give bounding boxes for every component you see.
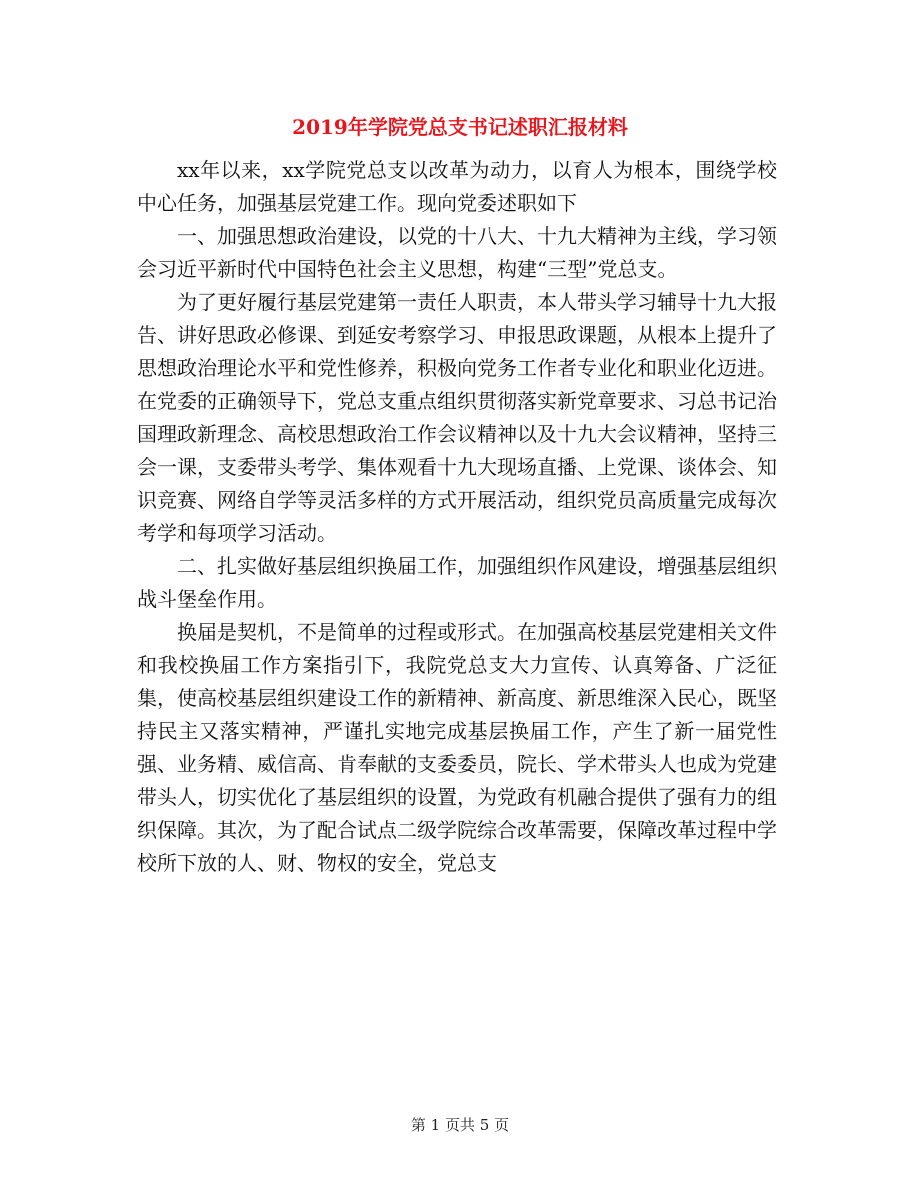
- paragraph-section-1-heading: 一、加强思想政治建设，以党的十八大、十九大精神为主线，学习领会习近平新时代中国特色社会主义思想，构建“三型”党总支。: [137, 224, 777, 281]
- paragraph-intro: xx年以来，xx学院党总支以改革为动力，以育人为根本，围绕学校中心任务，加强基层党建工作。现向党委述职如下: [137, 158, 777, 215]
- document-body: [137, 154, 777, 880]
- document-title: 2019年学院党总支书记述职汇报材料: [292, 115, 628, 139]
- page-footer: 第 1 页共 5 页: [410, 1116, 510, 1134]
- paragraph-section-1-body: 为了更好履行基层党建第一责任人职责，本人带头学习辅导十九大报告、讲好思政必修课、到延安考察学习、申报思政课题，从根本上提升了思想政治理论水平和党性修养，积极向党务工作者专业化和职业化迈进。在党委的正确领导下，党总支重点组织贯彻落实新党章要求、习总书记治国理政新理念、高校思想政治工作会议精神以及十九大会议精神，坚持三会一课，支委带头考学、集体观看十九大现场直播、上党课、谈体会、知识竞赛、网络自学等灵活多样的方式开展活动，组织党员高质量完成每次考学和每项学习活动。: [137, 290, 777, 545]
- paragraph-section-2-heading: 二、扎实做好基层组织换届工作，加强组织作风建设，增强基层组织战斗堡垒作用。: [137, 554, 777, 611]
- paragraph-section-2-body: 换届是契机，不是简单的过程或形式。在加强高校基层党建相关文件和我校换届工作方案指引下，我院党总支大力宣传、认真筹备、广泛征集，使高校基层组织建设工作的新精神、新高度、新思维深入民心，既坚持民主又落实精神，严谨扎实地完成基层换届工作，产生了新一届党性强、业务精、威信高、肯奉献的支委委员，院长、学术带头人也成为党建带头人，切实优化了基层组织的设置，为党政有机融合提供了强有力的组织保障。其次，为了配合试点二级学院综合改革需要，保障改革过程中学校所下放的人、财、物权的安全，党总支: [137, 620, 777, 875]
